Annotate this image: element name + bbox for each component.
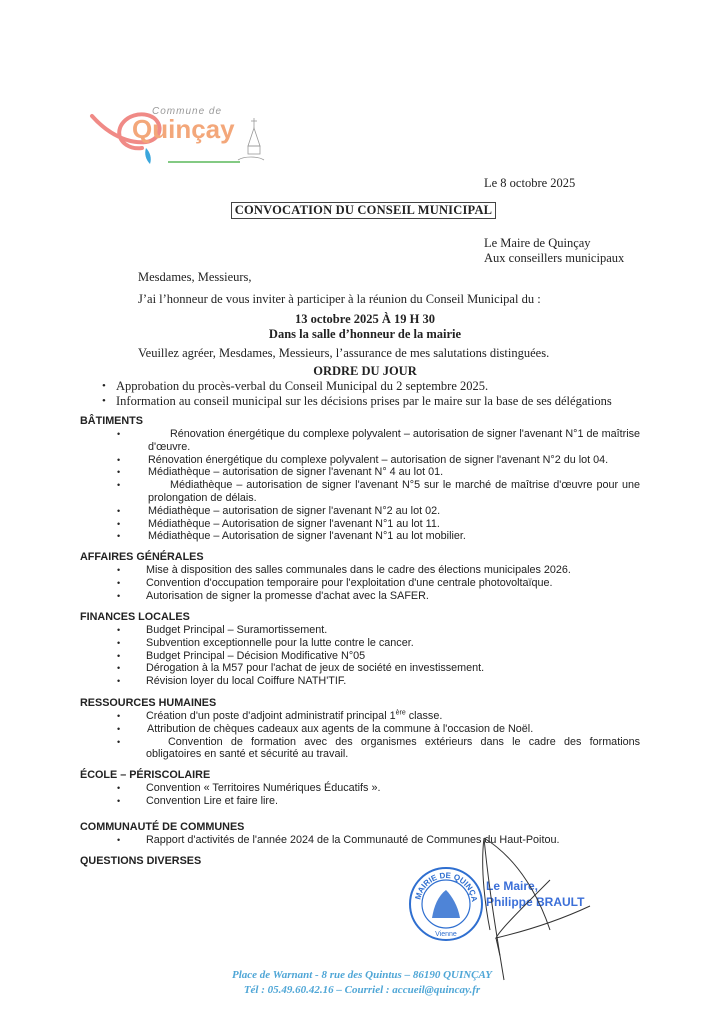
section-batiments — [80, 414, 640, 543]
footer-address: Place de Warnant - 8 rue des Quintus – 86190 QUINÇAY — [232, 969, 492, 981]
section-heading: COMMUNAUTÉ DE COMMUNES — [80, 821, 245, 833]
list-item: • Autorisation de signer la promesse d'achat avec la SAFER. — [80, 590, 640, 603]
general-agenda-list — [100, 379, 612, 409]
closing-text: Veuillez agréer, Mesdames, Messieurs, l’assurance de mes salutations distinguées. — [138, 346, 550, 360]
list-item: • Dérogation à la M57 pour l'achat de jeux de société en investissement. — [80, 662, 640, 675]
stamp-sub: Vienne — [435, 931, 457, 938]
logo-name: Quinçay — [132, 114, 235, 144]
signatory-title: Le Maire, — [486, 879, 539, 893]
footer — [150, 968, 574, 998]
list-item: • Convention « Territoires Numériques Éducatifs ». — [80, 782, 640, 795]
section-heading: ÉCOLE – PÉRISCOLAIRE — [80, 769, 211, 781]
logo-commune-de: Commune de — [152, 106, 223, 117]
section-affaires-generales — [80, 550, 640, 602]
recipients: Aux conseillers municipaux — [484, 251, 625, 265]
section-ecole-periscolaire — [80, 768, 640, 808]
list-item: • Convention de formation avec des organismes extérieurs dans le cadre des formations obligatoires en santé et sécurité au travail. — [80, 736, 640, 762]
list-item: • Rénovation énergétique du complexe polyvalent – autorisation de signer l'avenant N°2 du lot 04. — [80, 454, 640, 467]
list-item: • Médiathèque – autorisation de signer l'avenant N°2 au lot 02. — [80, 505, 640, 518]
salutation: Mesdames, Messieurs, — [138, 270, 252, 284]
list-item: • Création d'un poste d'adjoint administratif principal 1ère classe. — [80, 710, 640, 723]
meeting-info — [130, 312, 600, 342]
list-item: • Médiathèque – Autorisation de signer l'avenant N°1 au lot 11. — [80, 518, 640, 531]
section-heading: BÂTIMENTS — [80, 415, 143, 427]
commune-logo — [88, 104, 278, 174]
document-title: CONVOCATION DU CONSEIL MUNICIPAL — [231, 202, 496, 219]
list-item: • Médiathèque – autorisation de signer l'avenant N° 4 au lot 01. — [80, 466, 640, 479]
agenda-title: ORDRE DU JOUR — [313, 364, 417, 378]
list-item: • Médiathèque – Autorisation de signer l'avenant N°1 au lot mobilier. — [80, 530, 640, 543]
intro-text: J’ai l’honneur de vous inviter à participer à la réunion du Conseil Municipal du : — [138, 292, 541, 306]
list-item: • Attribution de chèques cadeaux aux agents de la commune à l'occasion de Noël. — [80, 723, 640, 736]
letter-date: Le 8 octobre 2025 — [484, 176, 576, 190]
list-item: • Budget Principal – Suramortissement. — [80, 624, 640, 637]
signatory-name: Philippe BRAULT — [486, 895, 585, 909]
list-item: • Mise à disposition des salles communales dans le cadre des élections municipales 2026. — [80, 564, 640, 577]
list-item: • Subvention exceptionnelle pour la lutte contre le cancer. — [80, 637, 640, 650]
list-item: • Budget Principal – Décision Modificative N°05 — [80, 650, 640, 663]
list-item: • Rapport d'activités de l'année 2024 de la Communauté de Communes du Haut-Poitou. — [80, 834, 640, 847]
section-heading: AFFAIRES GÉNÉRALES — [80, 551, 204, 563]
list-item: • Médiathèque – autorisation de signer l'avenant N°5 sur le marché de maîtrise d'œuvre pour une prolongation de délais. — [80, 479, 640, 505]
stamp-text: MAIRIE DE QUINÇA — [413, 870, 479, 902]
handwritten-signature-icon — [400, 830, 620, 990]
list-item: • Convention d'occupation temporaire pour l'exploitation d'une centrale photovoltaïque. — [80, 577, 640, 590]
footer-contact: Tél : 05.49.60.42.16 – Courriel : accueil@quincay.fr — [243, 984, 481, 996]
section-heading: QUESTIONS DIVERSES — [80, 855, 202, 867]
section-heading: RESSOURCES HUMAINES — [80, 697, 217, 709]
list-item: • Rénovation énergétique du complexe polyvalent – autorisation de signer l'avenant N°1 de maîtrise d'œuvre. — [80, 428, 640, 454]
section-ressources-humaines — [80, 696, 640, 761]
meeting-datetime: 13 octobre 2025 À 19 H 30 — [294, 312, 436, 326]
list-item: • Approbation du procès-verbal du Conseil Municipal du 2 septembre 2025. — [100, 379, 612, 394]
sender-recipient-block — [484, 236, 624, 266]
section-heading: FINANCES LOCALES — [80, 611, 190, 623]
list-item: • Information au conseil municipal sur les décisions prises par le maire sur la base de ses délégations — [100, 394, 612, 409]
meeting-place: Dans la salle d’honneur de la mairie — [268, 327, 462, 341]
section-finances-locales — [80, 610, 640, 688]
list-item: • Révision loyer du local Coiffure NATH'TIF. — [80, 675, 640, 688]
list-item: • Convention Lire et faire lire. — [80, 795, 640, 808]
sender: Le Maire de Quinçay — [484, 236, 591, 250]
